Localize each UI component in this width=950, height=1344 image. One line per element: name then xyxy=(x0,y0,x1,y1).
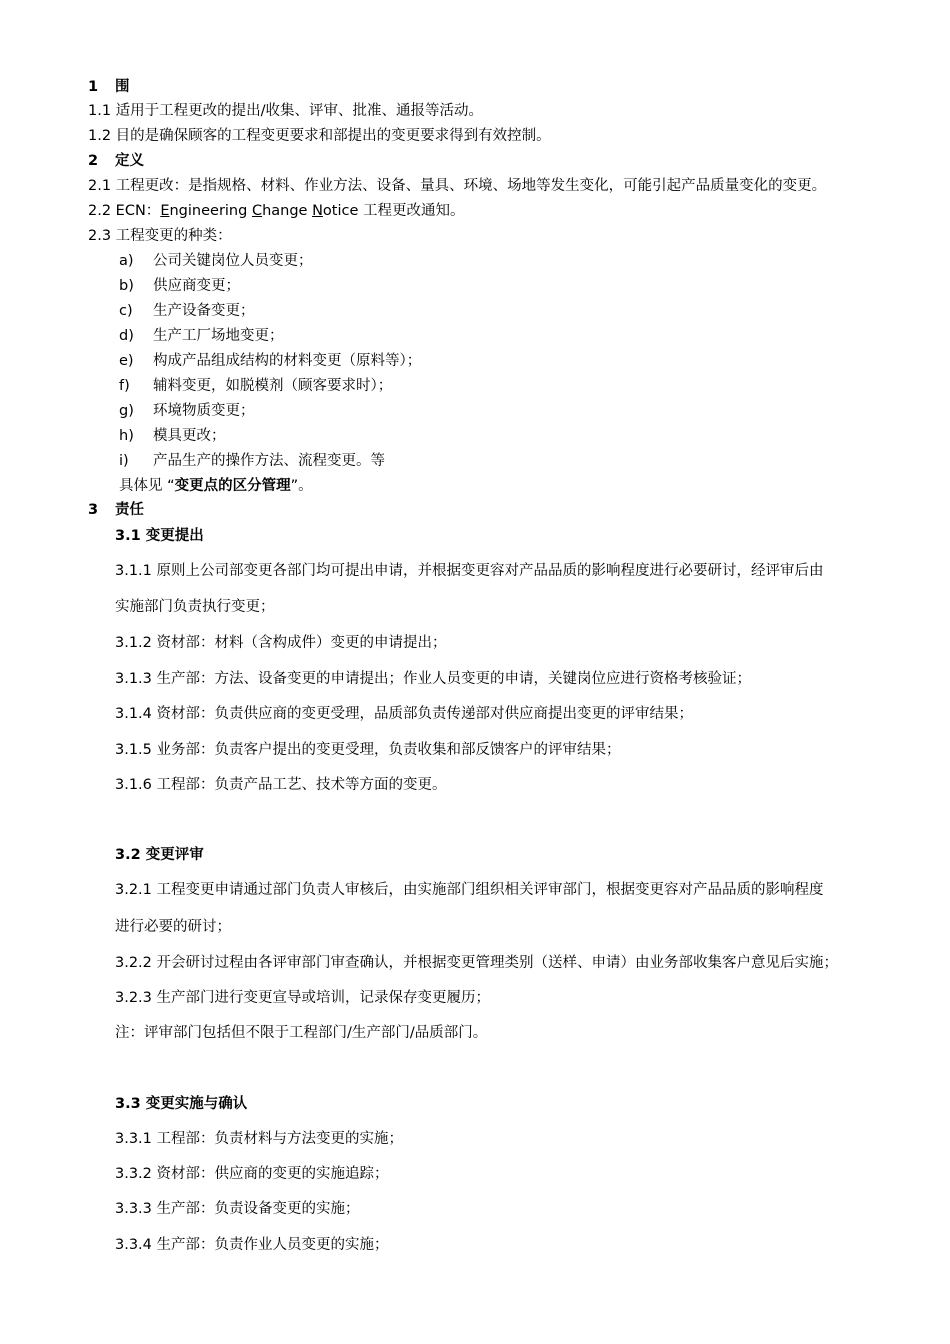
paragraph-3-3-4: 3.3.4 生产部：负责作业人员变更的实施； xyxy=(115,1237,389,1253)
list-item-label: i) xyxy=(119,453,129,469)
review-note: 注：评审部门包括但不限于工程部门/生产部门/品质部门。 xyxy=(115,1025,488,1041)
list-item-text: 构成产品组成结构的材料变更（原料等）； xyxy=(153,353,422,369)
paragraph-3-1-6: 3.1.6 工程部：负责产品工艺、技术等方面的变更。 xyxy=(115,777,447,793)
ecn-suffix: 工程更改通知。 xyxy=(358,203,465,219)
list-item xyxy=(119,276,240,296)
paragraph-3-1-4: 3.1.4 资材部：负责供应商的变更受理，品质部负责传递部对供应商提出变更的评审结果； xyxy=(115,706,693,722)
list-item-text: 生产设备变更； xyxy=(153,303,255,319)
paragraph-2-3: 2.3 工程变更的种类： xyxy=(88,228,232,244)
list-item xyxy=(119,376,392,396)
list-item-label: g) xyxy=(119,403,134,419)
paragraph-3-3-2: 3.3.2 资材部：供应商的变更的实施追踪； xyxy=(115,1166,389,1182)
section-3-heading xyxy=(88,500,144,520)
paragraph-3-3-1: 3.3.1 工程部：负责材料与方法变更的实施； xyxy=(115,1131,404,1147)
paragraph-1-2: 1.2 目的是确保顾客的工程变更要求和部提出的变更要求得到有效控制。 xyxy=(88,128,551,144)
subsection-3-2-title: 3.2 变更评审 xyxy=(115,847,204,863)
list-item-text: 公司关键岗位人员变更； xyxy=(153,253,313,269)
paragraph-3-2-3: 3.2.3 生产部门进行变更宣导或培训，记录保存变更履历； xyxy=(115,990,491,1006)
paragraph-2-2-ecn xyxy=(88,201,465,221)
list-item xyxy=(119,426,226,446)
section-2-heading xyxy=(88,151,144,171)
section-title: 围 xyxy=(115,79,130,95)
paragraph-3-1-2: 3.1.2 资材部：材料（含构成件）变更的申请提出； xyxy=(115,635,447,651)
section-title: 定义 xyxy=(115,153,144,169)
list-item-text: 产品生产的操作方法、流程变更。等 xyxy=(153,453,385,469)
list-item xyxy=(119,351,421,371)
paragraph-3-1-3: 3.1.3 生产部：方法、设备变更的申请提出；作业人员变更的申请，关键岗位应进行资格考核验证； xyxy=(115,671,751,687)
list-item-label: e) xyxy=(119,353,134,369)
section-number: 1 xyxy=(88,79,99,95)
list-item-label: a) xyxy=(119,253,134,269)
list-item xyxy=(119,251,313,271)
list-item xyxy=(119,301,255,321)
section-number: 2 xyxy=(88,153,99,169)
list-item-label: f) xyxy=(119,378,130,394)
list-item-label: h) xyxy=(119,428,134,444)
section-title: 责任 xyxy=(115,502,144,518)
see-also-reference: 变更点的区分管理 xyxy=(174,478,291,494)
list-item-text: 生产工厂场地变更； xyxy=(153,328,284,344)
ecn-letter-c: C xyxy=(251,203,263,219)
subsection-3-3-title: 3.3 变更实施与确认 xyxy=(115,1096,248,1112)
list-item-label: c) xyxy=(119,303,133,319)
section-1-heading xyxy=(88,77,130,97)
see-also-note xyxy=(119,476,313,496)
paragraph-1-1: 1.1 适用于工程更改的提出/收集、评审、批准、通报等活动。 xyxy=(88,103,484,119)
list-item xyxy=(119,401,255,421)
ecn-prefix: 2.2 ECN： xyxy=(88,203,161,219)
ecn-word-engineering: ngineering xyxy=(169,203,252,219)
list-item xyxy=(119,326,284,346)
list-item-label: b) xyxy=(119,278,134,294)
paragraph-3-1-1-cont: 实施部门负责执行变更； xyxy=(115,599,275,615)
paragraph-3-1-5: 3.1.5 业务部：负责客户提出的变更受理，负责收集和部反馈客户的评审结果； xyxy=(115,742,621,758)
list-item xyxy=(119,451,385,471)
list-item-text: 辅料变更，如脱模剂（顾客要求时）； xyxy=(153,378,393,394)
see-also-suffix: ”。 xyxy=(290,478,313,494)
see-also-prefix: 具体见 “ xyxy=(119,478,175,494)
ecn-word-notice: otice xyxy=(322,203,359,219)
paragraph-3-3-3: 3.3.3 生产部：负责设备变更的实施； xyxy=(115,1201,360,1217)
ecn-word-change: hange xyxy=(262,203,313,219)
ecn-letter-e: E xyxy=(160,203,170,219)
list-item-label: d) xyxy=(119,328,134,344)
ecn-letter-n: N xyxy=(312,203,323,219)
paragraph-3-2-1-cont: 进行必要的研讨； xyxy=(115,919,231,935)
section-number: 3 xyxy=(88,502,99,518)
list-item-text: 环境物质变更； xyxy=(153,403,255,419)
paragraph-3-2-2: 3.2.2 开会研讨过程由各评审部门审查确认，并根据变更管理类别（送样、申请）由业务部收集客户意见后实施； xyxy=(115,955,838,971)
paragraph-3-1-1: 3.1.1 原则上公司部变更各部门均可提出申请，并根据变更容对产品品质的影响程度进行必要研讨，经评审后由 xyxy=(115,563,824,579)
paragraph-3-2-1: 3.2.1 工程变更申请通过部门负责人审核后，由实施部门组织相关评审部门，根据变更容对产品品质的影响程度 xyxy=(115,882,824,898)
list-item-text: 模具更改； xyxy=(153,428,226,444)
paragraph-2-1: 2.1 工程更改：是指规格、材料、作业方法、设备、量具、环境、场地等发生变化，可能引起产品质量变化的变更。 xyxy=(88,178,827,194)
subsection-3-1-title: 3.1 变更提出 xyxy=(115,528,204,544)
list-item-text: 供应商变更； xyxy=(153,278,240,294)
